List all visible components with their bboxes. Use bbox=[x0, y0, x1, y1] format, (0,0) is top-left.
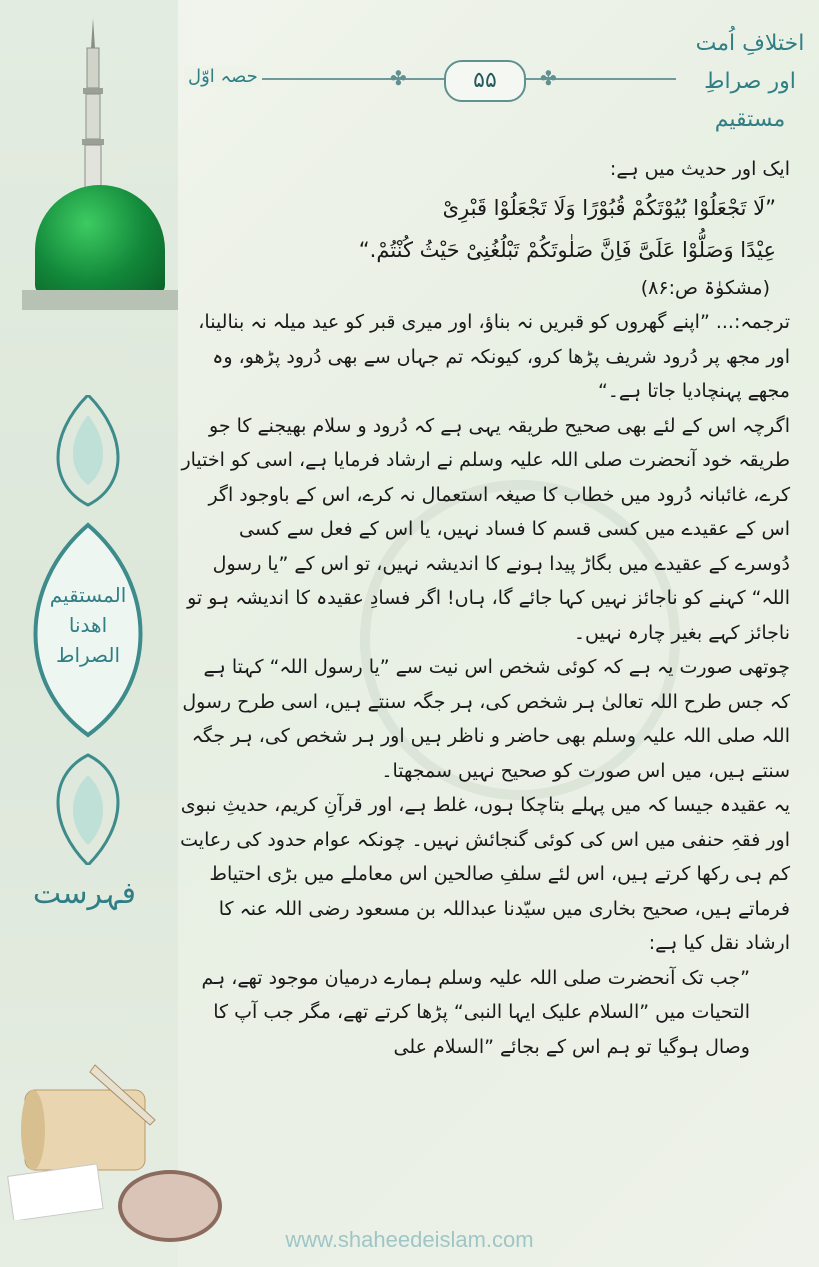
paragraph-2: چوتھی صورت یہ ہے کہ کوئی شخص اس نیت سے ”یا رسول اللہ“ کہتا ہے کہ جس طرح اللہ تعالیٰ ہر شخص کی، ہر جگہ سنتے ہیں، اسی طرح رسول اللہ صلی اللہ علیہ وسلم بھی حاضر و ناظر ہیں اور ہر شخص کی، ہر جگہ سنتے ہیں، میں اس صورت کو صحیح نہیں سمجھتا۔ bbox=[182, 656, 790, 782]
hadith-arabic-line2: عِيْدًا وَصَلُّوْا عَلَىَّ فَاِنَّ صَلٰوتَكُمْ تَبْلُغُنِىْ حَيْثُ كُنْتُمْ.“ bbox=[358, 237, 776, 262]
emblem-line2: اھدنا الصراط bbox=[55, 613, 121, 667]
book-title bbox=[695, 25, 805, 139]
page-number: ۵۵ bbox=[444, 60, 526, 102]
hadith-arabic-line1: ”لَا تَجْعَلُوْا بُيُوْتَكُمْ قُبُوْرًا وَلَا تَجْعَلُوْا قَبْرِىْ bbox=[442, 195, 776, 220]
paragraph-3: یہ عقیدہ جیسا کہ میں پہلے بتاچکا ہوں، غلط ہے، اور قرآنِ کریم، حدیثِ نبوی اور فقہِ حنفی میں اس کی کوئی گنجائش نہیں۔ چونکہ عوام حدود کی رعایت کم ہی رکھا کرتے ہیں، اس لئے سلفِ صالحین اس معاملے میں بڑی احتیاط فرماتے ہیں، صحیح بخاری میں سیّدنا عبداللہ بن مسعود رضی اللہ عنہ کا ارشاد نقل کیا ہے: bbox=[180, 794, 790, 954]
section-label: حصہ اوّل bbox=[184, 66, 262, 87]
page-body bbox=[180, 152, 790, 1064]
minaret-icon bbox=[78, 18, 108, 188]
book-title-line1: اختلافِ اُمت bbox=[695, 31, 805, 56]
paragraph-1: اگرچہ اس کے لئے بھی صحیح طریقہ یہی ہے کہ دُرود و سلام بھیجنے کا جو طریقہ خود آنحضرت صلی اللہ علیہ وسلم نے ارشاد فرمایا ہے، اسی کو اختیار کرے، غائبانہ دُرود میں خطاب کا صیغہ استعمال نہ کرے، اس کے باوجود اگر اس کے عقیدے میں کسی قسم کا فساد نہیں، یا اس کے فعل سے کسی دُوسرے کے عقیدے میں بگاڑ پیدا ہونے کا اندیشہ نہیں، تو اس کے ”یا رسول اللہ“ کہنے کو ناجائز نہیں کہا جائے گا، ہاں! اگر فسادِ عقیدہ کا اندیشہ ہو تو ناجائز کہے بغیر چارہ نہیں۔ bbox=[181, 414, 790, 644]
ornament-icon: ✤ bbox=[390, 66, 407, 90]
dome-base bbox=[22, 290, 178, 310]
intro-line: ایک اور حدیث میں ہے: bbox=[609, 158, 790, 180]
index-link[interactable]: فہرست bbox=[32, 876, 136, 911]
book-title-line2: اور صراطِ مستقیم bbox=[704, 69, 796, 132]
quote-paragraph: ”جب تک آنحضرت صلی اللہ علیہ وسلم ہمارے درمیان موجود تھے، ہم التحیات میں ”السلام علیک ایہا النبی“ پڑھا کرتے تھے، مگر جب آپ کا وصال ہوگیا تو ہم اس کے بجائے ”السلام علی bbox=[201, 966, 750, 1058]
emblem-line1: المستقیم bbox=[49, 583, 127, 607]
emblem-calligraphy bbox=[40, 580, 136, 670]
translation-paragraph: ترجمہ:... ”اپنے گھروں کو قبریں نہ بناؤ، اور میری قبر کو عید میلہ نہ بنالینا، اور مجھ پر دُرود شریف پڑھا کرو، کیونکہ تم جہاں سے بھی دُرود پڑھو، وہ مجھے پہنچادیا جاتا ہے۔“ bbox=[198, 311, 790, 402]
hadith-source: (مشکوٰۃ ص:۸۶) bbox=[640, 276, 770, 299]
ornament-icon: ✤ bbox=[540, 66, 557, 90]
website-url[interactable]: www.shaheedeislam.com bbox=[285, 1227, 534, 1252]
